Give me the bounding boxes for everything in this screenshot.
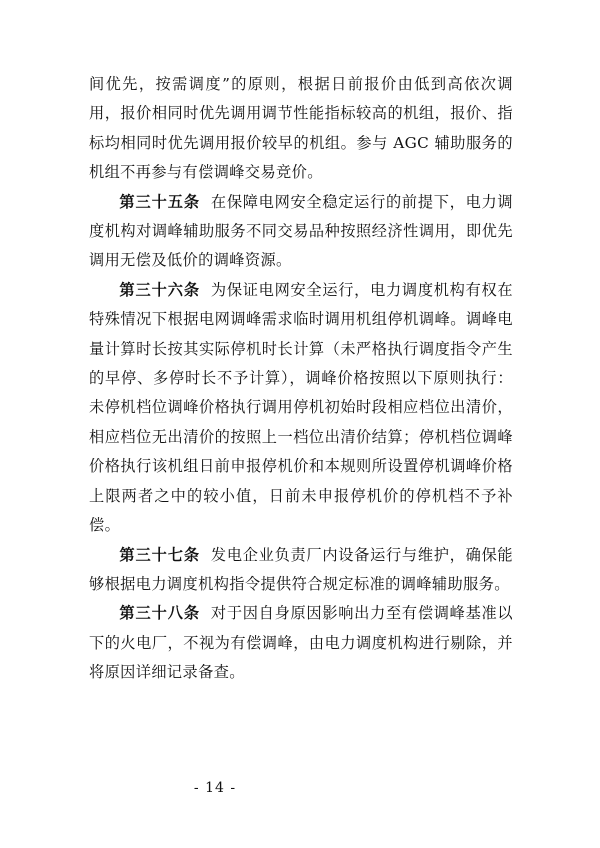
article-number: 第三十五条 xyxy=(119,192,200,211)
page-number: - 14 - xyxy=(193,780,237,796)
article-text: 发电企业负责厂内设备运行与维护，确保能够根据电力调度机构指令提供符合规定标准的调峰辅助服务。 xyxy=(89,545,513,593)
article-38 xyxy=(89,599,513,687)
article-number: 第三十六条 xyxy=(119,280,200,299)
article-37 xyxy=(89,541,513,600)
article-text: 对于因自身原因影响出力至有偿调峰基准以下的火电厂，不视为有偿调峰，由电力调度机构进行剔除，并将原因详细记录备查。 xyxy=(89,604,513,682)
document-body xyxy=(89,70,513,688)
article-number: 第三十七条 xyxy=(119,545,200,564)
article-35 xyxy=(89,188,513,276)
article-number: 第三十八条 xyxy=(119,604,200,623)
article-36 xyxy=(89,276,513,541)
article-text: 在保障电网安全稳定运行的前提下，电力调度机构对调峰辅助服务不同交易品种按照经济性调用，即优先调用无偿及低价的调峰资源。 xyxy=(89,192,513,270)
article-text: 为保证电网安全运行，电力调度机构有权在特殊情况下根据电网调峰需求临时调用机组停机调峰。调峰电量计算时长按其实际停机时长计算（未严格执行调度指令产生的早停、多停时长不予计算），调峰价格按照以下原则执行：未停机档位调峰价格执行调用停机初始时段相应档位出清价，相应档位无出清价的按照上一档位出清价结算；停机档位调峰价格执行该机组日前申报停机价和本规则所设置停机调峰价格上限两者之中的较小值，日前未申报停机价的停机档不予补偿。 xyxy=(89,280,513,535)
continuation-paragraph: 间优先，按需调度”的原则，根据日前报价由低到高依次调用，报价相同时优先调用调节性能指标较高的机组，报价、指标均相同时优先调用报价较早的机组。参与 AGC 辅助服务的机组不再参与有偿调峰交易竞价。 xyxy=(89,75,513,182)
